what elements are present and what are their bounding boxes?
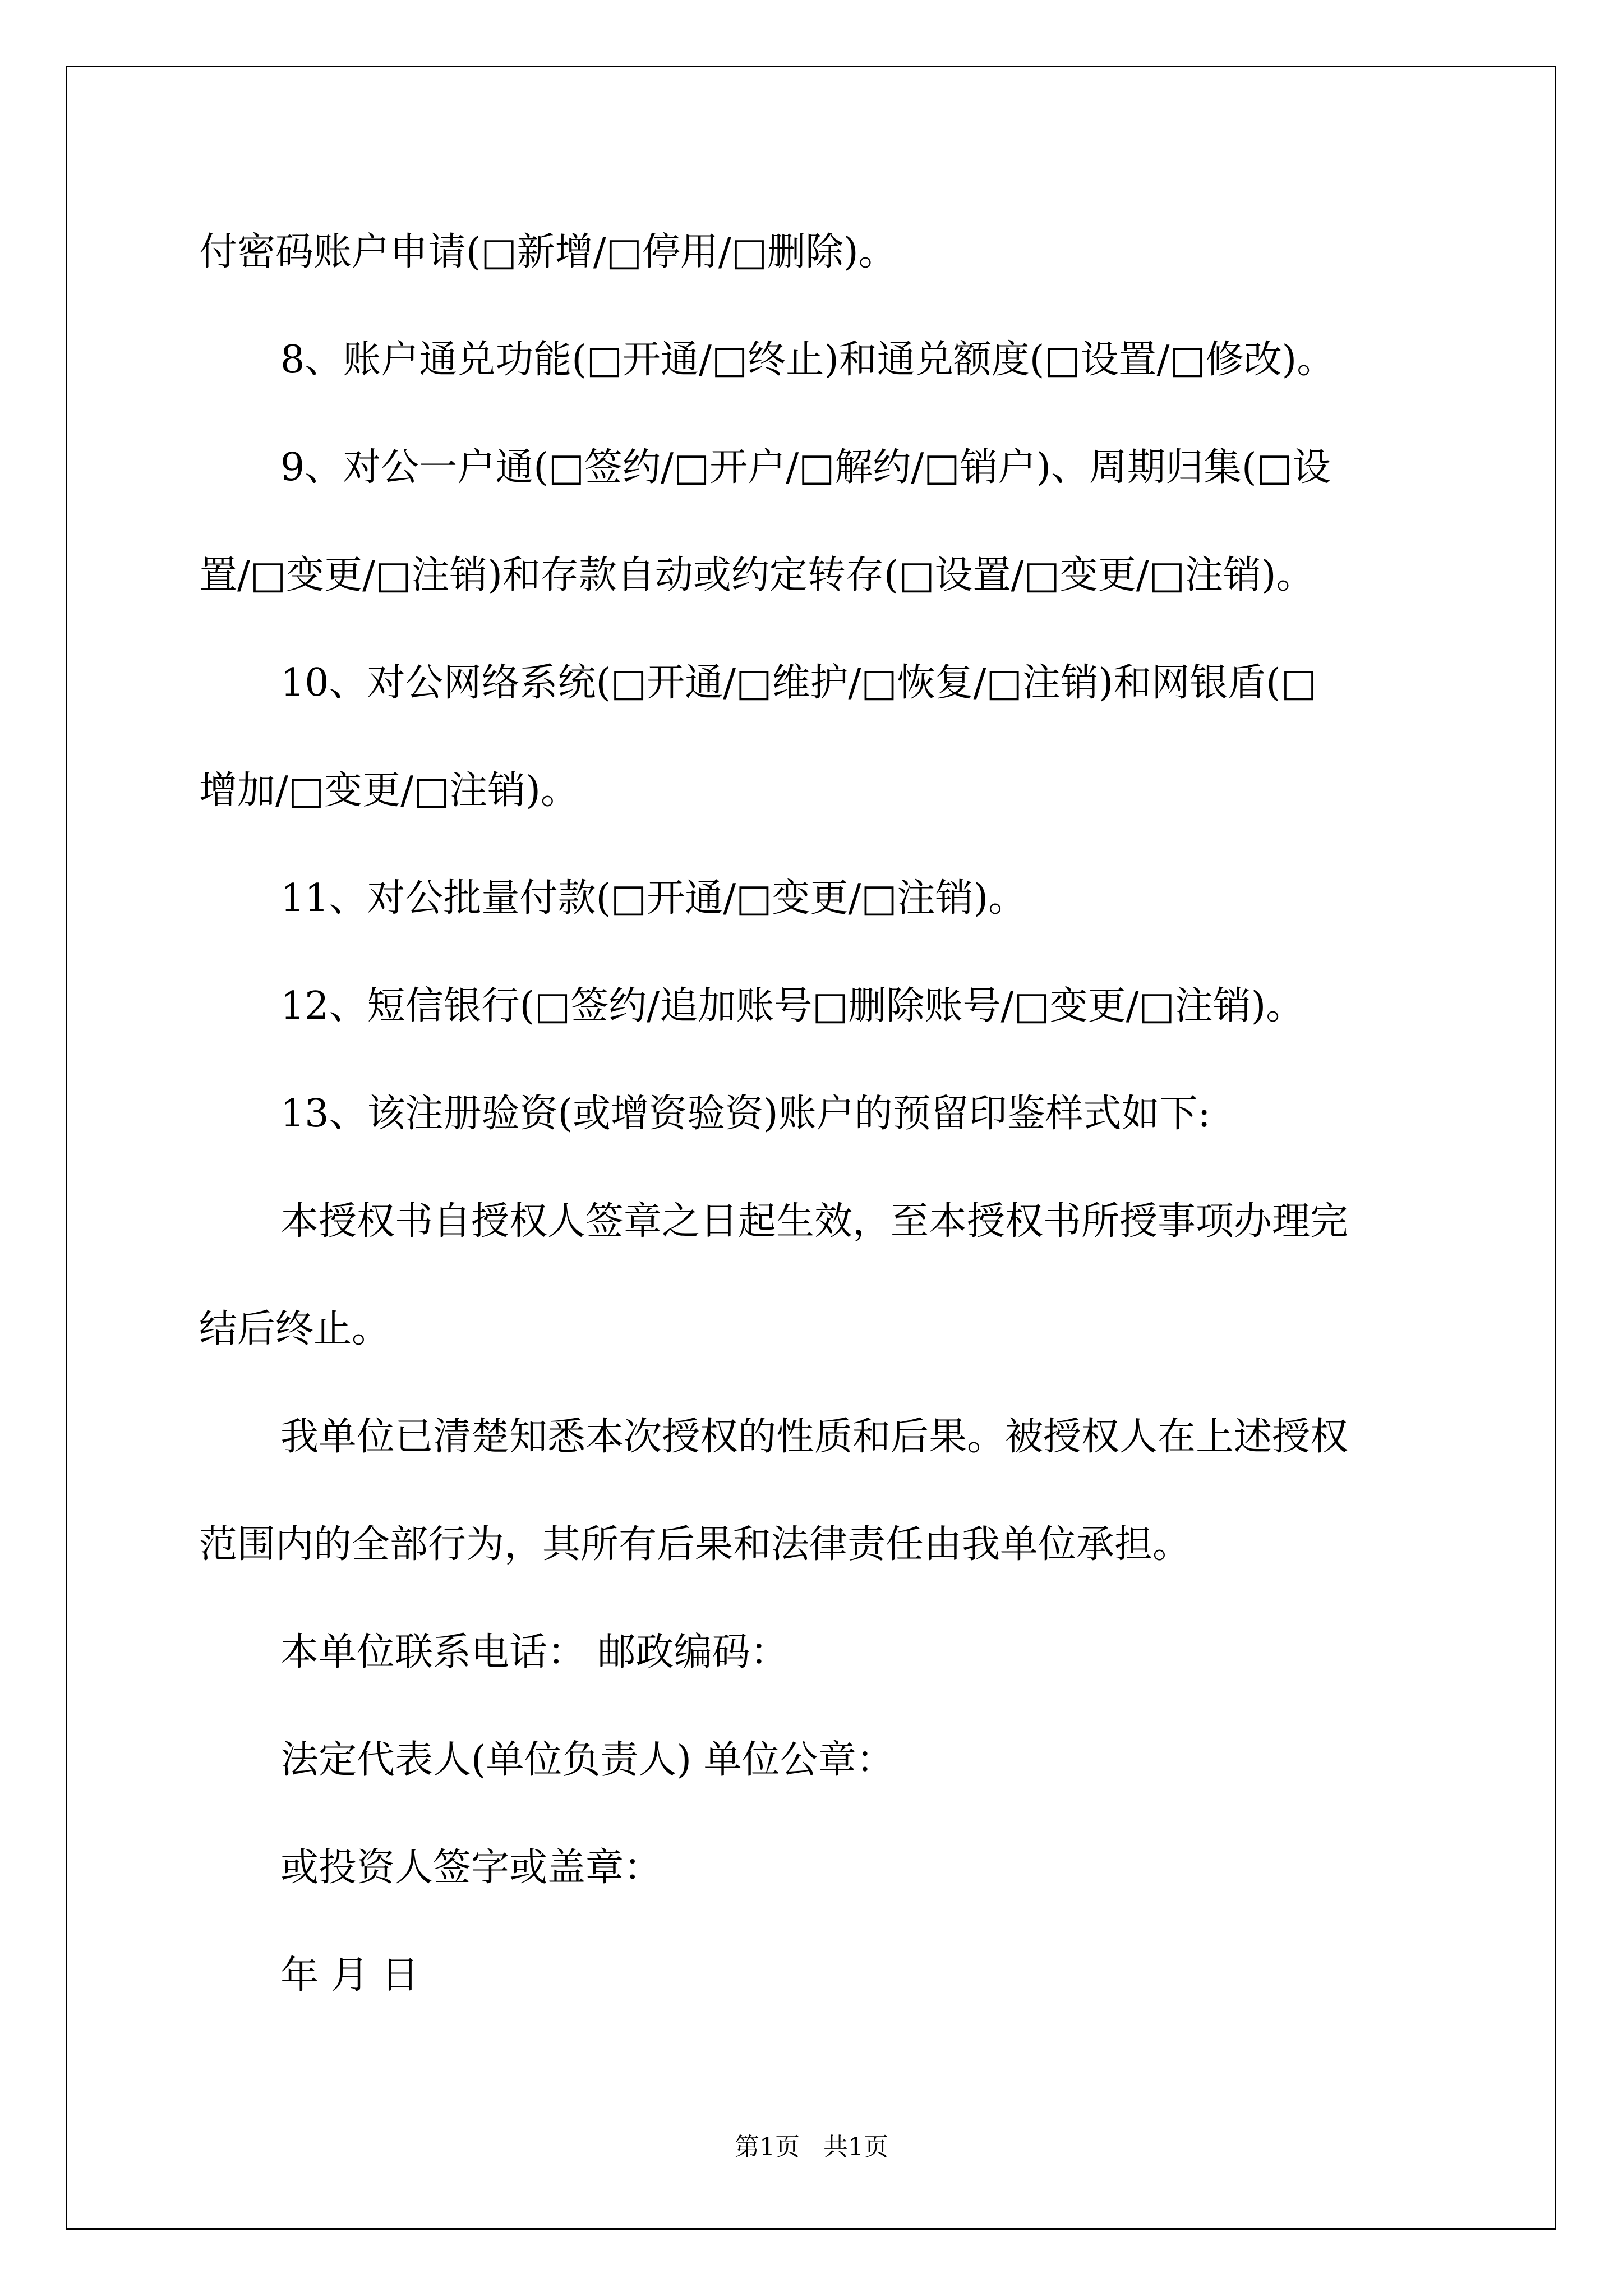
page-footer xyxy=(0,2135,1623,2160)
page-number: 第1页 xyxy=(735,2133,800,2161)
page-border xyxy=(66,66,1556,2230)
text-line: 8、账户通兑功能(□开通/□终止)和通兑额度(□设置/□修改)。 xyxy=(280,338,1335,382)
text-line: 我单位已清楚知悉本次授权的性质和后果。被授权人在上述授权 xyxy=(280,1415,1349,1459)
text-line: 11、对公批量付款(□开通/□变更/□注销)。 xyxy=(280,876,1027,921)
text-line: 年 月 日 xyxy=(280,1953,419,1998)
text-line: 付密码账户申请(□新增/□停用/□删除)。 xyxy=(199,230,897,274)
text-line: 置/□变更/□注销)和存款自动或约定转存(□设置/□变更/□注销)。 xyxy=(199,553,1315,597)
text-line: 结后终止。 xyxy=(199,1307,390,1351)
text-line: 范围内的全部行为，其所有后果和法律责任由我单位承担。 xyxy=(199,1522,1191,1567)
text-line: 12、短信银行(□签约/追加账号□删除账号/□变更/□注销)。 xyxy=(280,984,1304,1028)
text-line: 9、对公一户通(□签约/□开户/□解约/□销户)、周期归集(□设 xyxy=(280,445,1331,490)
page-total: 共1页 xyxy=(823,2133,888,2161)
text-line: 本单位联系电话： 邮政编码： xyxy=(280,1630,789,1674)
text-line: 增加/□变更/□注销)。 xyxy=(199,769,579,813)
text-line: 本授权书自授权人签章之日起生效，至本授权书所授事项办理完 xyxy=(280,1199,1349,1244)
text-line: 10、对公网络系统(□开通/□维护/□恢复/□注销)和网银盾(□ xyxy=(280,661,1317,705)
text-line: 或投资人签字或盖章： xyxy=(280,1846,662,1890)
text-line: 13、该注册验资(或增资验资)账户的预留印鉴样式如下: xyxy=(280,1092,1211,1136)
text-line: 法定代表人(单位负责人) 单位公章： xyxy=(280,1738,895,1782)
